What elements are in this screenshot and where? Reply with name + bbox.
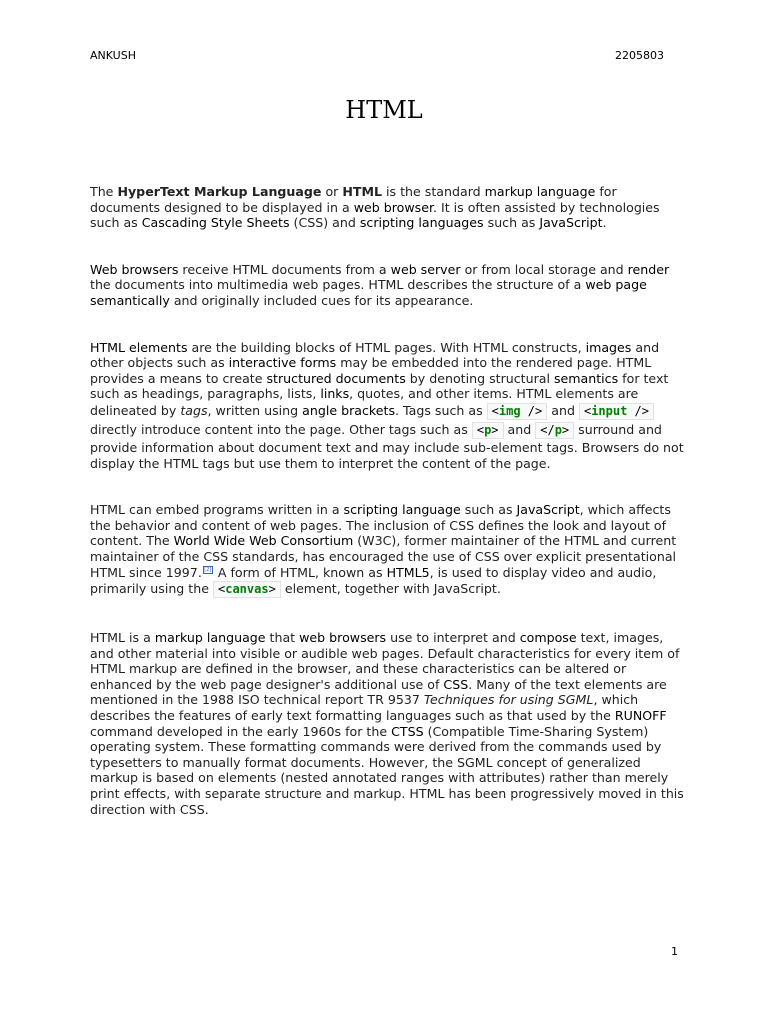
page-title: HTML (345, 96, 423, 124)
link-web-page[interactable]: web page (585, 277, 647, 293)
link-javascript-2[interactable]: JavaScript (516, 502, 580, 518)
link-css[interactable]: Cascading Style Sheets (141, 215, 290, 231)
link-compose[interactable]: compose (519, 630, 577, 646)
link-w3c[interactable]: World Wide Web Consortium (173, 533, 354, 549)
document-body (90, 184, 686, 817)
term-tags: tags (180, 402, 208, 418)
link-links[interactable]: links (320, 386, 350, 402)
header-author: ANKUSH (90, 49, 136, 62)
link-runoff[interactable]: RUNOFF (614, 708, 667, 724)
header-id: 2205803 (615, 49, 664, 62)
term-hypertext: HyperText Markup Language (117, 184, 322, 199)
citation-ref-icon[interactable]: [2] (204, 567, 212, 574)
link-ctss[interactable]: CTSS (391, 723, 424, 739)
paragraph-elements: HTML elements are the building blocks of HTML pages. With HTML constructs, images and other objects such as interactive forms may be embedded into the rendered page. HTML provides a means to create structured documents by denoting structural semantics for text such as headings, paragraphs, lists, links, quotes, and other items. HTML elements are delineated by tags, written using angle brackets. Tags such as <img /> and <input /> directly introduce content into the page. Other tags such as <p> and </p> surround and provide information about document text and may include sub-element tags. Browsers do not display the HTML tags but use them to interpret the content of the page. (90, 339, 684, 471)
link-scripting-language[interactable]: scripting language (343, 502, 461, 518)
link-markup-language[interactable]: markup language (484, 184, 596, 199)
term-techniques-sgml: Techniques for using SGML (423, 692, 594, 708)
code-input-tag: <input /> (579, 403, 654, 420)
link-html5[interactable]: HTML5 (386, 564, 430, 580)
link-structured-documents[interactable]: structured documents (266, 370, 406, 386)
link-css-2[interactable]: CSS (443, 676, 469, 692)
term-html: HTML (342, 184, 383, 199)
page-number: 1 (671, 945, 678, 958)
code-end-p-tag: </p> (535, 422, 574, 439)
link-semantically[interactable]: semantically (90, 292, 170, 308)
code-canvas-tag: <canvas> (213, 581, 281, 598)
link-render[interactable]: render (627, 261, 670, 277)
code-p-tag: <p> (472, 422, 504, 439)
link-semantics[interactable]: semantics (553, 370, 619, 386)
link-web-browsers[interactable]: Web browsers (90, 261, 179, 277)
link-web-browsers-2[interactable]: web browsers (299, 630, 387, 646)
link-angle-brackets[interactable]: angle brackets (302, 402, 396, 418)
paragraph-browsers: Web browsers receive HTML documents from a web server or from local storage and render the documents into multimedia web pages. HTML describes the structure of a web page semantically and originally included cues for its appearance. (90, 261, 670, 308)
link-web-server[interactable]: web server (390, 261, 461, 277)
paragraph-intro: The HyperText Markup Language or HTML is the standard markup language for documents designed to be displayed in a web browser. It is often assisted by technologies such as Cascading Style Sheets (CSS) and scripting languages such as JavaScript. (90, 184, 660, 231)
link-html-elements[interactable]: HTML elements (90, 339, 188, 355)
link-interactive-forms[interactable]: interactive forms (228, 355, 337, 371)
link-markup-language-2[interactable]: markup language (154, 630, 266, 646)
link-images[interactable]: images (585, 339, 632, 355)
link-javascript[interactable]: JavaScript (539, 215, 603, 231)
paragraph-markup: HTML is a markup language that web browsers use to interpret and compose text, images, and other material into visible or audible web pages. Default characteristics for every item of HTML markup are defined in the browser, and these characteristics can be altered or enhanced by the web page designer's additional use of CSS. Many of the text elements are mentioned in the 1988 ISO technical report TR 9537 Techniques for using SGML, which describes the features of early text formatting languages such as that used by the RUNOFF command developed in the early 1960s for the CTSS (Compatible Time-Sharing System) operating system. These formatting commands were derived from the commands used by typesetters to manually format documents. However, the SGML concept of generalized markup is based on elements (nested annotated ranges with attributes) rather than merely print effects, with separate structure and markup. HTML has been progressively moved in this direction with CSS. (90, 630, 684, 817)
code-img-tag: <img /> (487, 403, 548, 420)
link-scripting-languages[interactable]: scripting languages (359, 215, 484, 231)
link-web-browser[interactable]: web browser (353, 199, 433, 215)
paragraph-scripting: HTML can embed programs written in a scripting language such as JavaScript, which affects the behavior and content of web pages. The inclusion of CSS defines the look and layout of content. The World Wide Web Consortium (W3C), former maintainer of the HTML and current maintainer of the CSS standards, has encouraged the use of CSS over explicit presentational HTML since 1997. [2] A form of HTML, known as HTML5, is used to display video and audio, primarily using the <canvas> element, together with JavaScript. (90, 502, 677, 597)
